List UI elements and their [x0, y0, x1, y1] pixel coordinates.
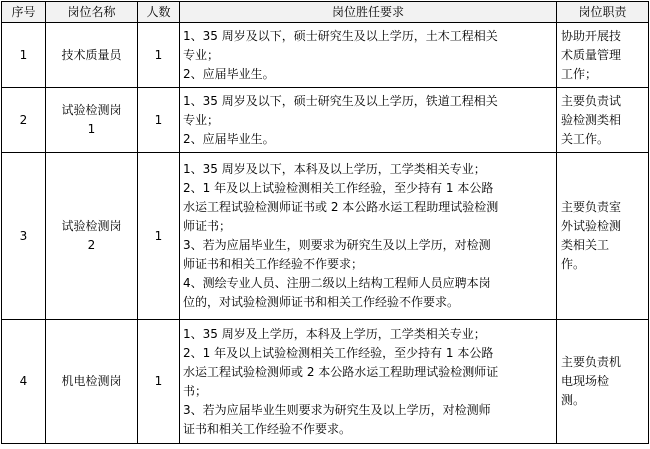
table-row [2, 153, 649, 320]
requirement-line: 师证书； [183, 219, 232, 233]
table-row [2, 88, 649, 153]
requirement-line: 水运工程试验检测师或 2 本公路水运工程助理试验检测师证 [183, 364, 499, 379]
table-row [2, 23, 649, 88]
requirement-line: 1、35 周岁及以下，本科及以上学历，工学类相关专业； [183, 162, 486, 176]
table-row [2, 320, 649, 444]
header-requirements: 岗位胜任要求 [180, 2, 557, 23]
cell-position-name [46, 23, 138, 88]
requirement-line: 3、若为应届毕业生，则要求为研究生及以上学历，对检测 [183, 238, 491, 252]
position-name-line: 试验检测岗 [61, 103, 122, 117]
duty-line: 外试验检测 [561, 219, 622, 233]
job-requirements-table [1, 1, 649, 444]
cell-count: 1 [138, 23, 180, 88]
duty-line: 主要负责试 [561, 93, 622, 108]
position-name-line: 试验检测岗 [61, 219, 122, 233]
duty-line: 电现场检 [561, 374, 610, 388]
cell-position-name [46, 320, 138, 444]
requirement-line: 1、35 周岁及上学历，本科及上学历，工学类相关专业； [183, 326, 486, 341]
header-position-name: 岗位名称 [46, 2, 138, 23]
requirement-line: 1、35 周岁及以下，硕士研究生及以上学历，铁道工程相关 [183, 93, 498, 108]
cell-requirements [180, 88, 557, 153]
position-name-line: 2 [87, 238, 96, 252]
position-name-line: 机电检测岗 [61, 374, 122, 388]
cell-position-name [46, 153, 138, 320]
cell-count: 1 [138, 88, 180, 153]
requirement-line: 专业； [183, 47, 220, 62]
duty-line: 术质量管理 [561, 47, 622, 62]
cell-no: 1 [2, 23, 46, 88]
cell-position-name [46, 88, 138, 153]
cell-requirements [180, 153, 557, 320]
requirement-line: 2、应届毕业生。 [183, 66, 275, 81]
cell-count: 1 [138, 153, 180, 320]
cell-no: 4 [2, 320, 46, 444]
cell-requirements [180, 320, 557, 444]
header-no: 序号 [2, 2, 46, 23]
requirement-line: 4、测绘专业人员、注册二级以上结构工程师人员应聘本岗 [183, 276, 491, 290]
requirement-line: 水运工程试验检测师证书或 2 本公路水运工程助理试验检测 [183, 200, 499, 214]
duty-line: 测。 [561, 393, 586, 407]
requirement-line: 专业； [183, 112, 220, 127]
header-duty: 岗位职责 [557, 2, 649, 23]
requirement-line: 1、35 周岁及以下，硕士研究生及以上学历，土木工程相关 [183, 28, 498, 43]
requirement-line: 2、1 年及以上试验检测相关工作经验，至少持有 1 本公路 [183, 181, 494, 195]
cell-count: 1 [138, 320, 180, 444]
requirement-line: 书； [183, 383, 208, 398]
requirement-line: 2、应届毕业生。 [183, 131, 275, 146]
duty-line: 主要负责室 [561, 200, 622, 214]
cell-requirements [180, 23, 557, 88]
requirement-line: 位的，对试验检测师证书和相关工作经验不作要求。 [183, 295, 460, 309]
cell-no: 3 [2, 153, 46, 320]
header-count: 人数 [138, 2, 180, 23]
cell-duty [557, 88, 649, 153]
cell-no: 2 [2, 88, 46, 153]
duty-line: 工作； [561, 66, 598, 81]
requirement-line: 3、若为应届毕业生则要求为研究生及以上学历，对检测师 [183, 402, 491, 417]
duty-line: 关工作。 [561, 131, 610, 146]
cell-duty [557, 23, 649, 88]
duty-line: 作。 [561, 257, 586, 271]
cell-duty [557, 153, 649, 320]
position-name-line: 技术质量员 [61, 47, 122, 62]
requirement-line: 证书和相关工作经验不作要求。 [183, 421, 352, 436]
duty-line: 主要负责机 [561, 355, 622, 369]
requirement-line: 2、1 年及以上试验检测相关工作经验，至少持有 1 本公路 [183, 345, 494, 360]
requirement-line: 师证书和相关工作经验不作要求； [183, 257, 364, 271]
position-name-line: 1 [87, 122, 96, 136]
table-header-row [2, 2, 649, 23]
duty-line: 类相关工 [561, 238, 610, 252]
duty-line: 验检测类相 [561, 112, 622, 127]
cell-duty [557, 320, 649, 444]
duty-line: 协助开展技 [561, 28, 622, 43]
